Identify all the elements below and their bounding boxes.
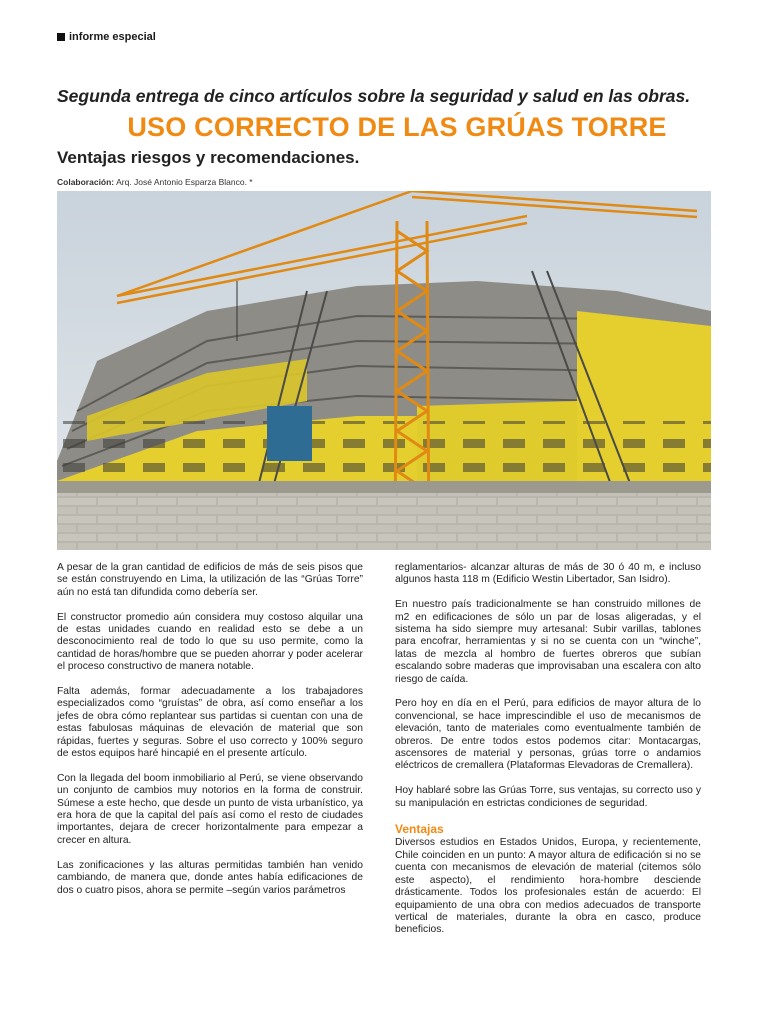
section-label	[57, 31, 156, 43]
credit-label: Colaboración:	[57, 177, 115, 187]
body-column-left	[57, 562, 363, 897]
tower-crane-building-illustration	[57, 191, 711, 550]
paragraph: A pesar de la gran cantidad de edificios de más de seis pisos que se están construyendo en Lima, la utilización de las “Grúas Torre” aún no está tan difundida como debería ser.	[57, 562, 363, 598]
article-deck: Ventajas riesgos y recomendaciones.	[57, 148, 360, 167]
paragraph: Pero hoy en día en el Perú, para edificios de mayor altura de lo convencional, se hace imprescindible el uso de mecanismos de elevación, tanto de materiales como eventualmente también de obreros. De entre todos estos podemos citar: Montacargas, ascensores de material y personas, grúas torre o andamios eléctricos de cremallera (Plataformas Elevadoras de Cremallera).	[395, 698, 701, 772]
section-label-text: informe especial	[69, 31, 156, 43]
paragraph: Con la llegada del boom inmobiliario al Perú, se viene observando un conjunto de cambios muy notorios en la forma de construir. Súmese a este hecho, que desde un punto de vista urbanístico, ya era hora de que la capital del país así como el resto de ciudades importantes, dejara de crecer horizontalmente para empezar a crecer en altura.	[57, 772, 363, 846]
article-title: USO CORRECTO DE LAS GRÚAS TORRE	[127, 112, 667, 142]
ventajas-heading: Ventajas	[395, 822, 444, 837]
paragraph: Hoy hablaré sobre las Grúas Torre, sus ventajas, su correcto uso y su manipulación en estrictas condiciones de seguridad.	[395, 785, 701, 809]
paragraph: Falta además, formar adecuadamente a los trabajadores especializados como “gruístas” de obra, así como enseñar a los jefes de obra cómo replantear sus partidas si cuentan con una de estas fabulosas máquinas de elevación de material que son rápidas, fuertes y seguras. Sobre el uso correcto y 100% seguro de estos equipos haré hincapié en el presente artículo.	[57, 686, 363, 760]
paragraph: En nuestro país tradicionalmente se han construido millones de m2 en edificaciones de sólo un par de losas aligeradas, y el sistema ha sido siempre muy artesanal: Subir varillas, tablones para encofrar, herramientas y si no se cuenta con un “winche”, latas de mezcla al hombro de fuertes obreros que subían escalando sobre maderas que improvisaban una escalera con alto riesgo de caída.	[395, 599, 701, 685]
article-subtitle: Segunda entrega de cinco artículos sobre la seguridad y salud en las obras.	[57, 86, 691, 106]
paragraph: Las zonificaciones y las alturas permitidas también han venido cambiando, de manera que, donde antes había edificaciones de dos o cuatro pisos, ahora se permite –según varios parámetros	[57, 859, 363, 896]
section-square-icon	[57, 33, 65, 41]
paragraph: El constructor promedio aún considera muy costoso alquilar una de estas unidades cuando en realidad esto se debe a un desconocimiento real de todo lo que su uso permite, como la cantidad de horas/hombre que se pueden ahorrar y poder acelerar el proceso constructivo de manera notable.	[57, 611, 363, 673]
construction-photo	[57, 191, 711, 550]
paragraph: Diversos estudios en Estados Unidos, Europa, y recientemente, Chile coinciden en un punto: A mayor altura de edificación si no se cuenta con mecanismos de elevación de material (citemos sólo este aspecto), el rendimiento hora-hombre desciende drásticamente. Todos los profesionales están de acuerdo: El equipamiento de una obra con medios adecuados de transporte vertical de materiales, durante la obra en casco, produce beneficios.	[395, 837, 701, 936]
article-credit	[57, 177, 253, 187]
body-column-right	[395, 562, 701, 937]
credit-name: Arq. José Antonio Esparza Blanco. *	[116, 177, 253, 187]
paragraph: reglamentarios- alcanzar alturas de más de 30 ó 40 m, e incluso algunos hasta 118 m (Edificio Westin Libertador, San Isidro).	[395, 562, 701, 586]
